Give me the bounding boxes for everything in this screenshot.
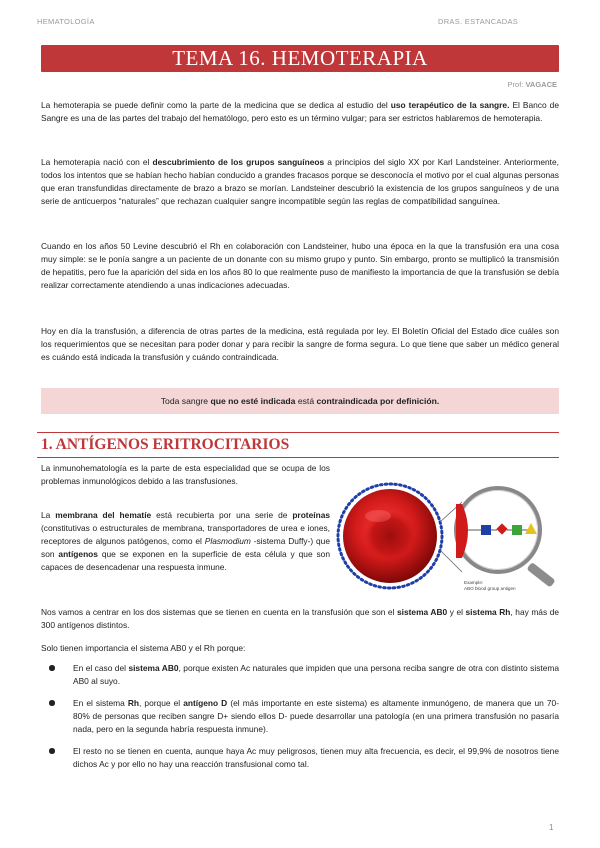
intro-paragraph-1: La hemoterapia se puede definir como la parte de la medicina que se dedica al estudio del uso terapéutico de la sangre. El Banco de Sangre es una de las partes del trabajo del hematólogo, pero esto es un término vulgar; para ser estrictos hablaremos de hemoterapia. — [41, 100, 559, 123]
professor-name: VAGACE — [525, 80, 557, 89]
section-heading — [37, 432, 559, 458]
intro-paragraph-2: La hemoterapia nació con el descubrimiento de los grupos sanguíneos a principios del siglo XX por Karl Landsteiner. Anteriormente, todos los intentos que se habían hecho habían conducido a grandes fracasos porque se desconocía el motivo por el cual algunas personas que eran transfundidas directamente de brazo a brazo se morían. Landsteiner descubrió la existencia de los grupos sanguíneos y de una serie de anticuerpos “naturales” que rechazan cualquier sangre incompatible según las reglas de compatibilidad sanguínea. — [41, 157, 559, 206]
page-number: 1 — [549, 823, 554, 832]
section-paragraph-3: Nos vamos a centrar en los dos sistemas que se tienen en cuenta en la transfusión que son el sistema AB0 y el sistema Rh, hay más de 300 antígenos distintos. — [41, 607, 560, 630]
callout-box — [41, 388, 559, 414]
red-blood-cell-diagram — [336, 464, 564, 608]
bullet-icon — [49, 748, 55, 754]
section-paragraph-1: La inmunohematología es la parte de esta especialidad que se ocupa de los problemas inmunológicos debido a las transfusiones. — [41, 463, 330, 486]
professor-line — [508, 80, 557, 89]
section-title: 1. ANTÍGENOS ERITROCITARIOS — [41, 436, 290, 453]
red-blood-cell-figure — [336, 464, 564, 608]
intro-paragraph-3: Cuando en los años 50 Levine descubrió el Rh en colaboración con Landsteiner, hubo una época en la que la transfusión era una cosa muy simple: se le ponía sangre a un paciente de un donante con su mismo grupo y punto. Sin embargo, pronto se multiplicó la transmisión de hepatitis, pero fue la aparición del sida en los años 80 lo que realmente puso de manifiesto la importancia de que la transfusión se debía realizar correctamente atendiendo a unas indicaciones adecuadas. — [41, 241, 559, 290]
intro-paragraph-4: Hoy en día la transfusión, a diferencia de otras partes de la medicina, está regulada por ley. El Boletín Oficial del Estado dice cuáles son los requerimientos que se necesitan para poder donar y para recibir la sangre de forma segura. Lo que tiene que saber un médico general es cuándo está indicada la transfusión y cuándo contraindicada. — [41, 326, 559, 362]
title-bar — [41, 45, 559, 72]
green-square-antigen-icon — [512, 525, 522, 535]
section-paragraph-4: Solo tienen importancia el sistema AB0 y el Rh porque: — [41, 643, 246, 653]
blue-square-antigen-icon — [481, 525, 491, 535]
professor-label: Prof: — [507, 80, 524, 89]
header-authors: DRAS. ESTANCADAS — [438, 17, 519, 26]
bullet-icon — [49, 665, 55, 671]
header-subject: HEMATOLOGÍA — [37, 17, 95, 26]
figure-caption: Example: ABO blood group antigen — [464, 580, 516, 591]
section-paragraph-2: La membrana del hematíe está recubierta por una serie de proteínas (constitutivas o estructurales de membrana, transportadores de urea e iones, receptores de algunos patógenos, como el Plasmodium -sistema Duffy-) que son antígenos que se exponen en la superficie de esta célula y que son capaces de desencadenar una respuesta inmune. — [41, 510, 331, 572]
bullet-icon — [49, 700, 55, 706]
callout-text: Toda sangre que no esté indicada está contraindicada por definición. — [160, 396, 440, 406]
page-title: TEMA 16. HEMOTERAPIA — [172, 46, 428, 70]
document-page: HEMATOLOGÍA DRAS. ESTANCADAS TEMA 16. HEMOTERAPIA Prof: VAGACE La hemoterapia se puede definir como la parte de la medicina que se dedica al estudio del uso terapéutico de la sangre. El Banco de Sangre es una de las partes del trabajo del hematólogo, pero esto es un término vulgar; para ser estrictos hablaremos de hemoterapia. La hemoterapia nació con el descubrimiento de los grupos sanguíneos a principios del siglo XX por Karl Landsteiner. Anteriormente, todos los intentos que se habían hecho habían conducido a grandes fracasos porque se desconocía el motivo por el cual algunas personas que eran transfundidas directamente de brazo a brazo se morían. Landsteiner descubrió la existencia de los grupos sanguíneos y de una serie de anticuerpos “naturales” que rechazan cualquier sangre incompatible según las reglas de compatibilidad sanguínea. Cuando en los años 50 Levine descubrió el Rh en colaboración con Landsteiner, hubo una época en la que la transfusión era una cosa muy simple: se le ponía sangre a un paciente de un donante con su mismo grupo y punto. Sin embargo, pronto se multiplicó la transmisión de hepatitis, pero fue la aparición del sida en los años 80 lo que realmente puso de manifiesto la importancia de que la transfusión se debía realizar correctamente atendiendo a unas indicaciones adecuadas. Hoy en día la transfusión, a diferencia de otras partes de la medicina, está regulada por ley. El Boletín Oficial del Estado dice cuáles son los requerimientos que se necesitan para poder donar y para recibir la sangre de forma segura. Lo que tiene que saber un médico general es cuándo está indicada la transfusión y cuándo contraindicada. Toda sangre que no esté indicada está contraindicada por definición. 1. ANTÍGENOS ERITROCITARIOS La inmunohematología es la parte de esta especialidad que se ocupa de los problemas inmunológicos debido a las transfusiones. La membrana del hematíe está recubierta por una serie de proteínas (constitutivas o estructurales de membrana, transportadores de urea e iones, receptores de algunos patógenos, como el Plasmodium -sistema Duffy-) que son antígenos que se exponen en la superficie de esta célula y que son capaces de desencadenar una respuesta inmune. Nos vamos a centrar en los dos sistemas que se tienen en cuenta en la transfusión que son el sistema AB0 y el sistema Rh, hay más de 300 antígenos distintos. Solo tienen importancia el sistema AB0 y el Rh porque: En el caso del sistema AB0, porque existen Ac naturales que impiden que una persona reciba sangre de otra con distinto sistema AB0 al suyo. En el sistema Rh, porque el antígeno D (el más importante en este sistema) es altamente inmunógeno, de manera que un 70-80% de personas que reciben sangre D+ siendo ellos D- puede desarrollar una patología (en una primera transfusión no pasaría nada, pero en la segunda habría respuesta inmune). El resto no se tienen en cuenta, aunque haya Ac muy peligrosos, tienen muy alta frecuencia, es decir, el 99,9% de nosotros tiene dichos Ac y por ello no hay una reacción transfusional como tal. Example: ABO blood group antigen 1 — [0, 0, 600, 848]
